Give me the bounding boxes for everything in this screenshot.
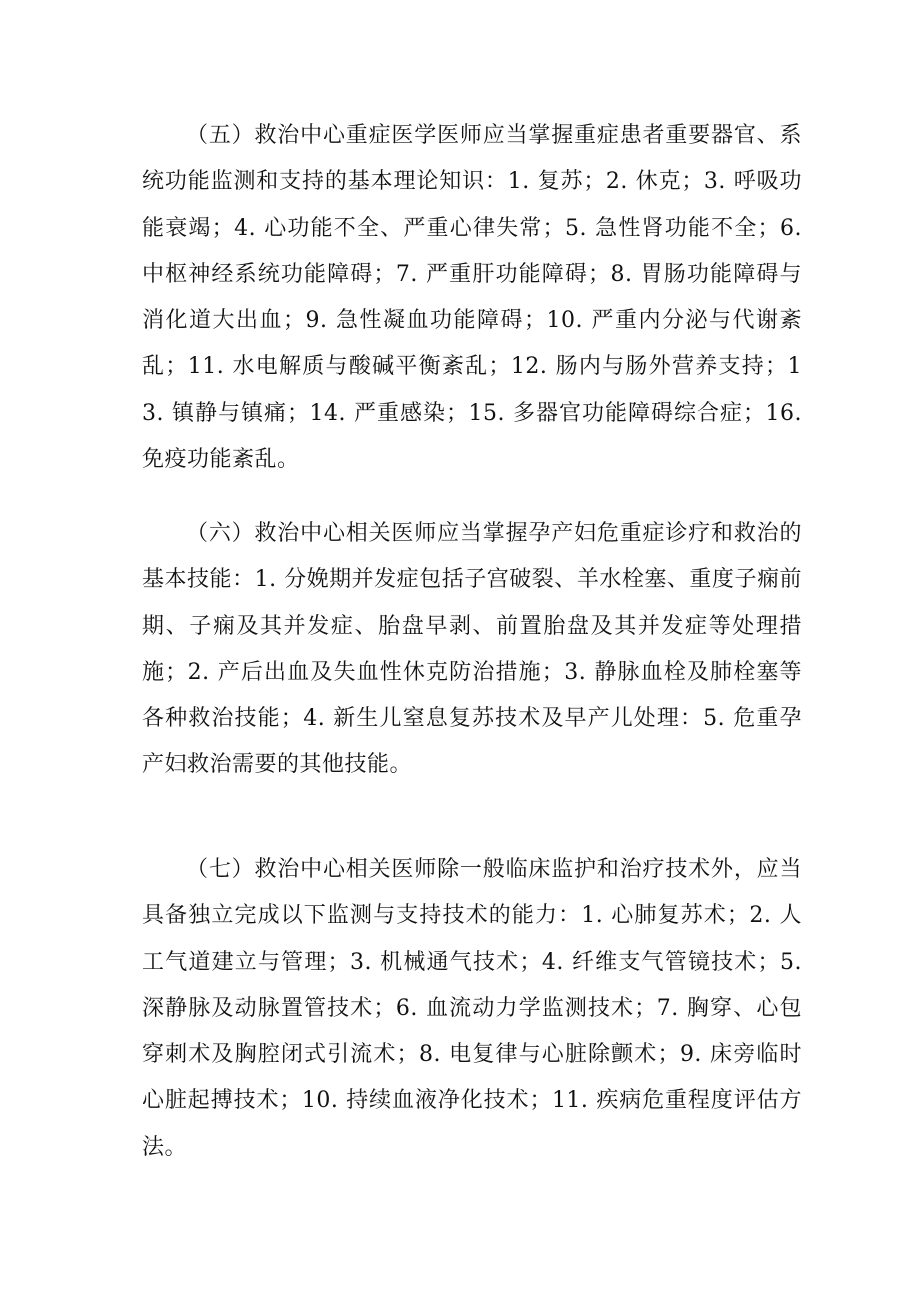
paragraph-6: （六）救治中心相关医师应当掌握孕产妇危重症诊疗和救治的基本技能：1. 分娩期并发症包括子宫破裂、羊水栓塞、重度子痫前期、子痫及其并发症、胎盘早剥、前置胎盘及其并发症等处理措施；2. 产后出血及失血性休克防治措施；3. 静脉血栓及肺栓塞等各种救治技能；4. 新生儿窒息复苏技术及早产儿处理：5. 危重孕产妇救治需要的其他技能。 bbox=[142, 521, 802, 778]
paragraph-5: （五）救治中心重症医学医师应当掌握重症患者重要器官、系统功能监测和支持的基本理论知识：1. 复苏；2. 休克；3. 呼吸功能衰竭；4. 心功能不全、严重心律失常；5. 急性肾功能不全；6. 中枢神经系统功能障碍；7. 严重肝功能障碍；8. 胃肠功能障碍与消化道大出血；9. 急性凝血功能障碍；10. 严重内分泌与代谢紊乱；11. 水电解质与酸碱平衡紊乱；12. 肠内与肠外营养支持；13. 镇静与镇痛；14. 严重感染；15. 多器官功能障碍综合症；16. 免疫功能紊乱。 bbox=[142, 123, 802, 473]
paragraph-7: （七）救治中心相关医师除一般临床监护和治疗技术外，应当具备独立完成以下监测与支持技术的能力：1. 心肺复苏术；2. 人工气道建立与管理；3. 机械通气技术；4. 纤维支气管镜技术；5. 深静脉及动脉置管技术；6. 血流动力学监测技术；7. 胸穿、心包穿刺术及胸腔闭式引流术；8. 电复律与心脏除颤术；9. 床旁临时心脏起搏技术；10. 持续血液净化技术；11. 疾病危重程度评估方法。 bbox=[142, 857, 802, 1160]
